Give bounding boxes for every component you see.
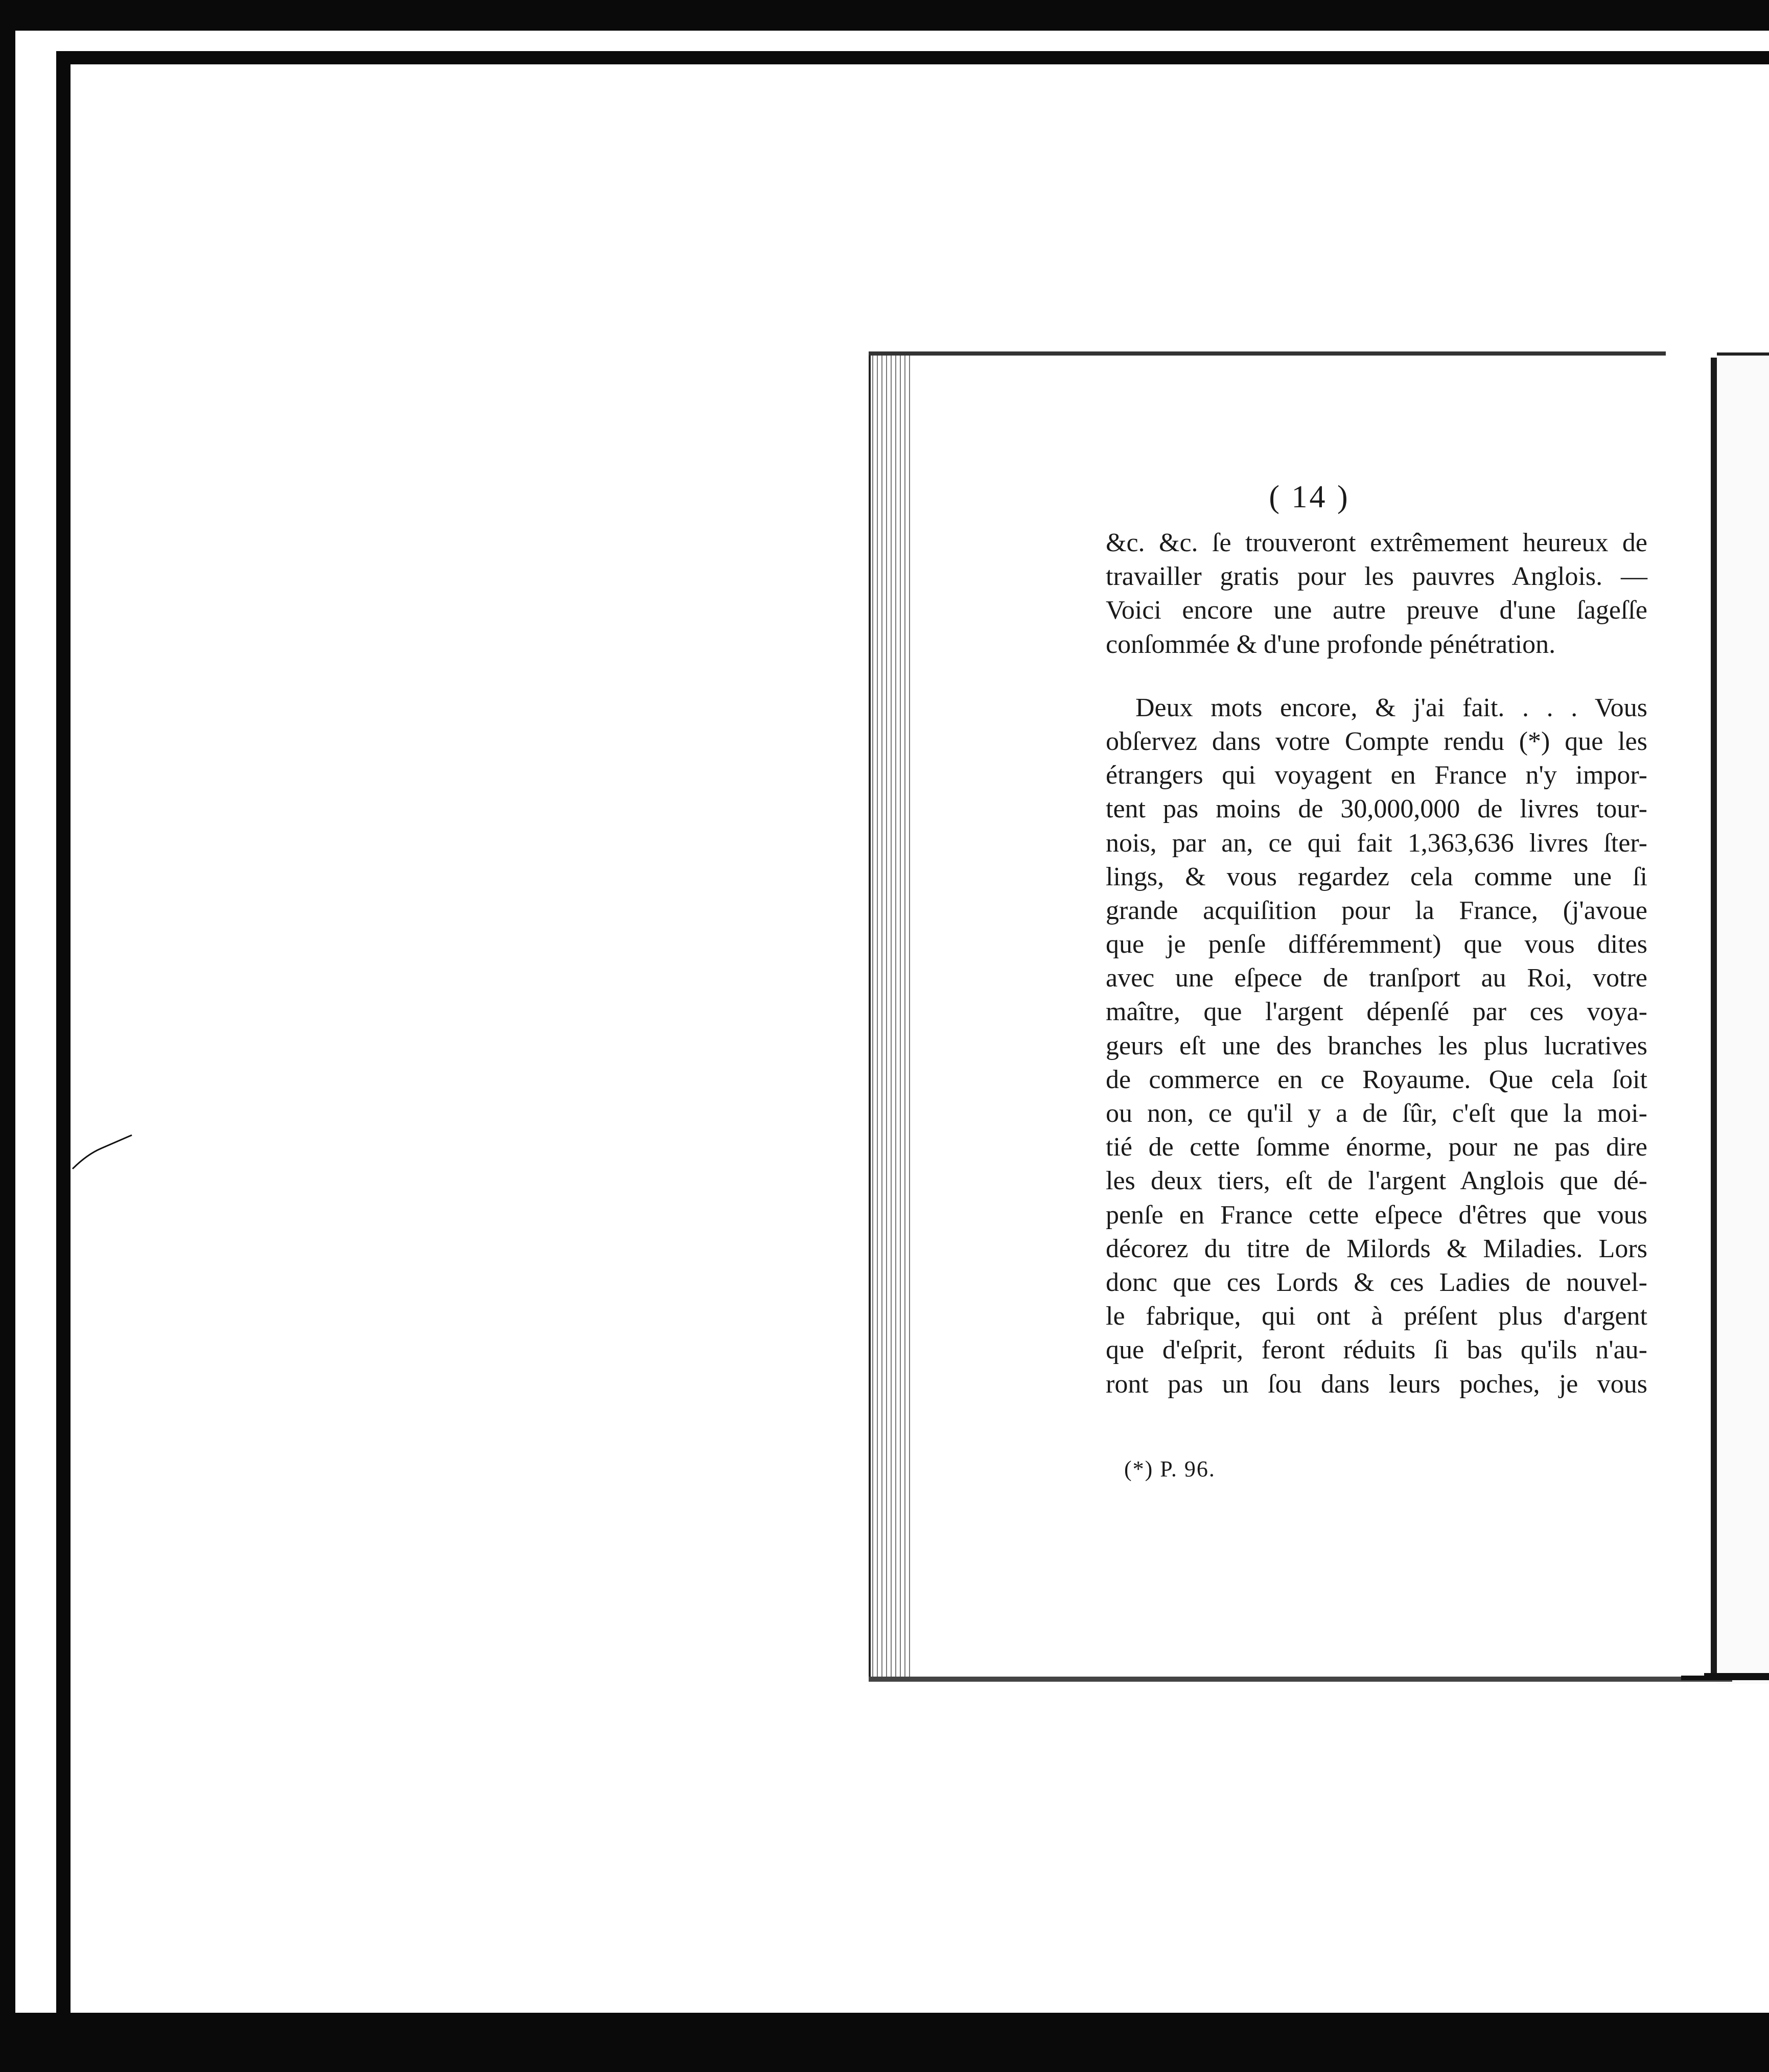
text-line: travailler gratis pour les pauvres Anglois. —: [1106, 562, 1647, 592]
text-line: donc que ces Lords & ces Ladies de nouvel-: [1106, 1267, 1647, 1297]
page-edge-top: [869, 351, 1666, 356]
text-line: penſe en France cette eſpece d'êtres que vous: [1106, 1200, 1647, 1230]
page-edges: [869, 352, 912, 1681]
text-line: obſervez dans votre Compte rendu (*) que les: [1106, 726, 1647, 756]
text-line: que d'eſprit, feront réduits ſi bas qu'ils n'au-: [1106, 1335, 1647, 1365]
text-line: avec une eſpece de tranſport au Roi, votre: [1106, 963, 1647, 993]
text-line: grande acquiſition pour la France, (j'avoue: [1106, 896, 1647, 925]
paragraph-2: [1106, 691, 1647, 1401]
text-line: les deux tiers, eſt de l'argent Anglois que dé-: [1106, 1166, 1647, 1196]
scan-border-top-inner: [56, 51, 1769, 64]
text-line: lings, & vous regardez cela comme une ſi: [1106, 862, 1647, 891]
text-line: conſommée & d'une profonde pénétration.: [1106, 629, 1556, 659]
text-line: Deux mots encore, & j'ai fait. . . . Vous: [1135, 693, 1647, 722]
scan-border-bottom: [0, 2013, 1769, 2072]
pen-mark: [72, 1134, 133, 1170]
page-edge-bottom: [869, 1677, 1732, 1682]
text-line: étrangers qui voyagent en France n'y impor-: [1106, 761, 1647, 790]
text-line: Voici encore une autre preuve d'une ſageſſe: [1106, 596, 1647, 625]
book-gutter: [1711, 358, 1717, 1676]
page-number: ( 14 ): [1269, 480, 1350, 514]
scan-border-top: [0, 0, 1769, 31]
scan-border-left: [0, 0, 15, 2072]
text-line: ront pas un ſou dans leurs poches, je vous: [1106, 1369, 1647, 1399]
body-text: [1106, 526, 1647, 1401]
text-line: geurs eſt une des branches les plus lucratives: [1106, 1031, 1647, 1061]
text-line: le fabrique, qui ont à préſent plus d'argent: [1106, 1302, 1647, 1331]
paragraph-1: [1106, 526, 1647, 662]
scan-border-left-inner: [56, 51, 71, 2033]
text-line: nois, par an, ce qui fait 1,363,636 livres ſter-: [1106, 828, 1647, 858]
footnote: (*) P. 96.: [1124, 1456, 1216, 1481]
text-line: &c. &c. ſe trouveront extrêmement heureux de: [1106, 528, 1647, 557]
text-line: décorez du titre de Milords & Miladies. Lors: [1106, 1234, 1647, 1263]
facing-page: [1717, 352, 1769, 1684]
text-line: ou non, ce qu'il y a de ſûr, c'eſt que la moi-: [1106, 1099, 1647, 1128]
text-line: tent pas moins de 30,000,000 de livres tour-: [1106, 794, 1647, 824]
text-line: tié de cette ſomme énorme, pour ne pas dire: [1106, 1133, 1647, 1162]
text-line: maître, que l'argent dépenſé par ces voya-: [1106, 997, 1647, 1027]
book-page: [915, 358, 1704, 1676]
text-line: que je penſe différemment) que vous dites: [1106, 930, 1647, 959]
text-line: de commerce en ce Royaume. Que cela ſoit: [1106, 1065, 1647, 1094]
